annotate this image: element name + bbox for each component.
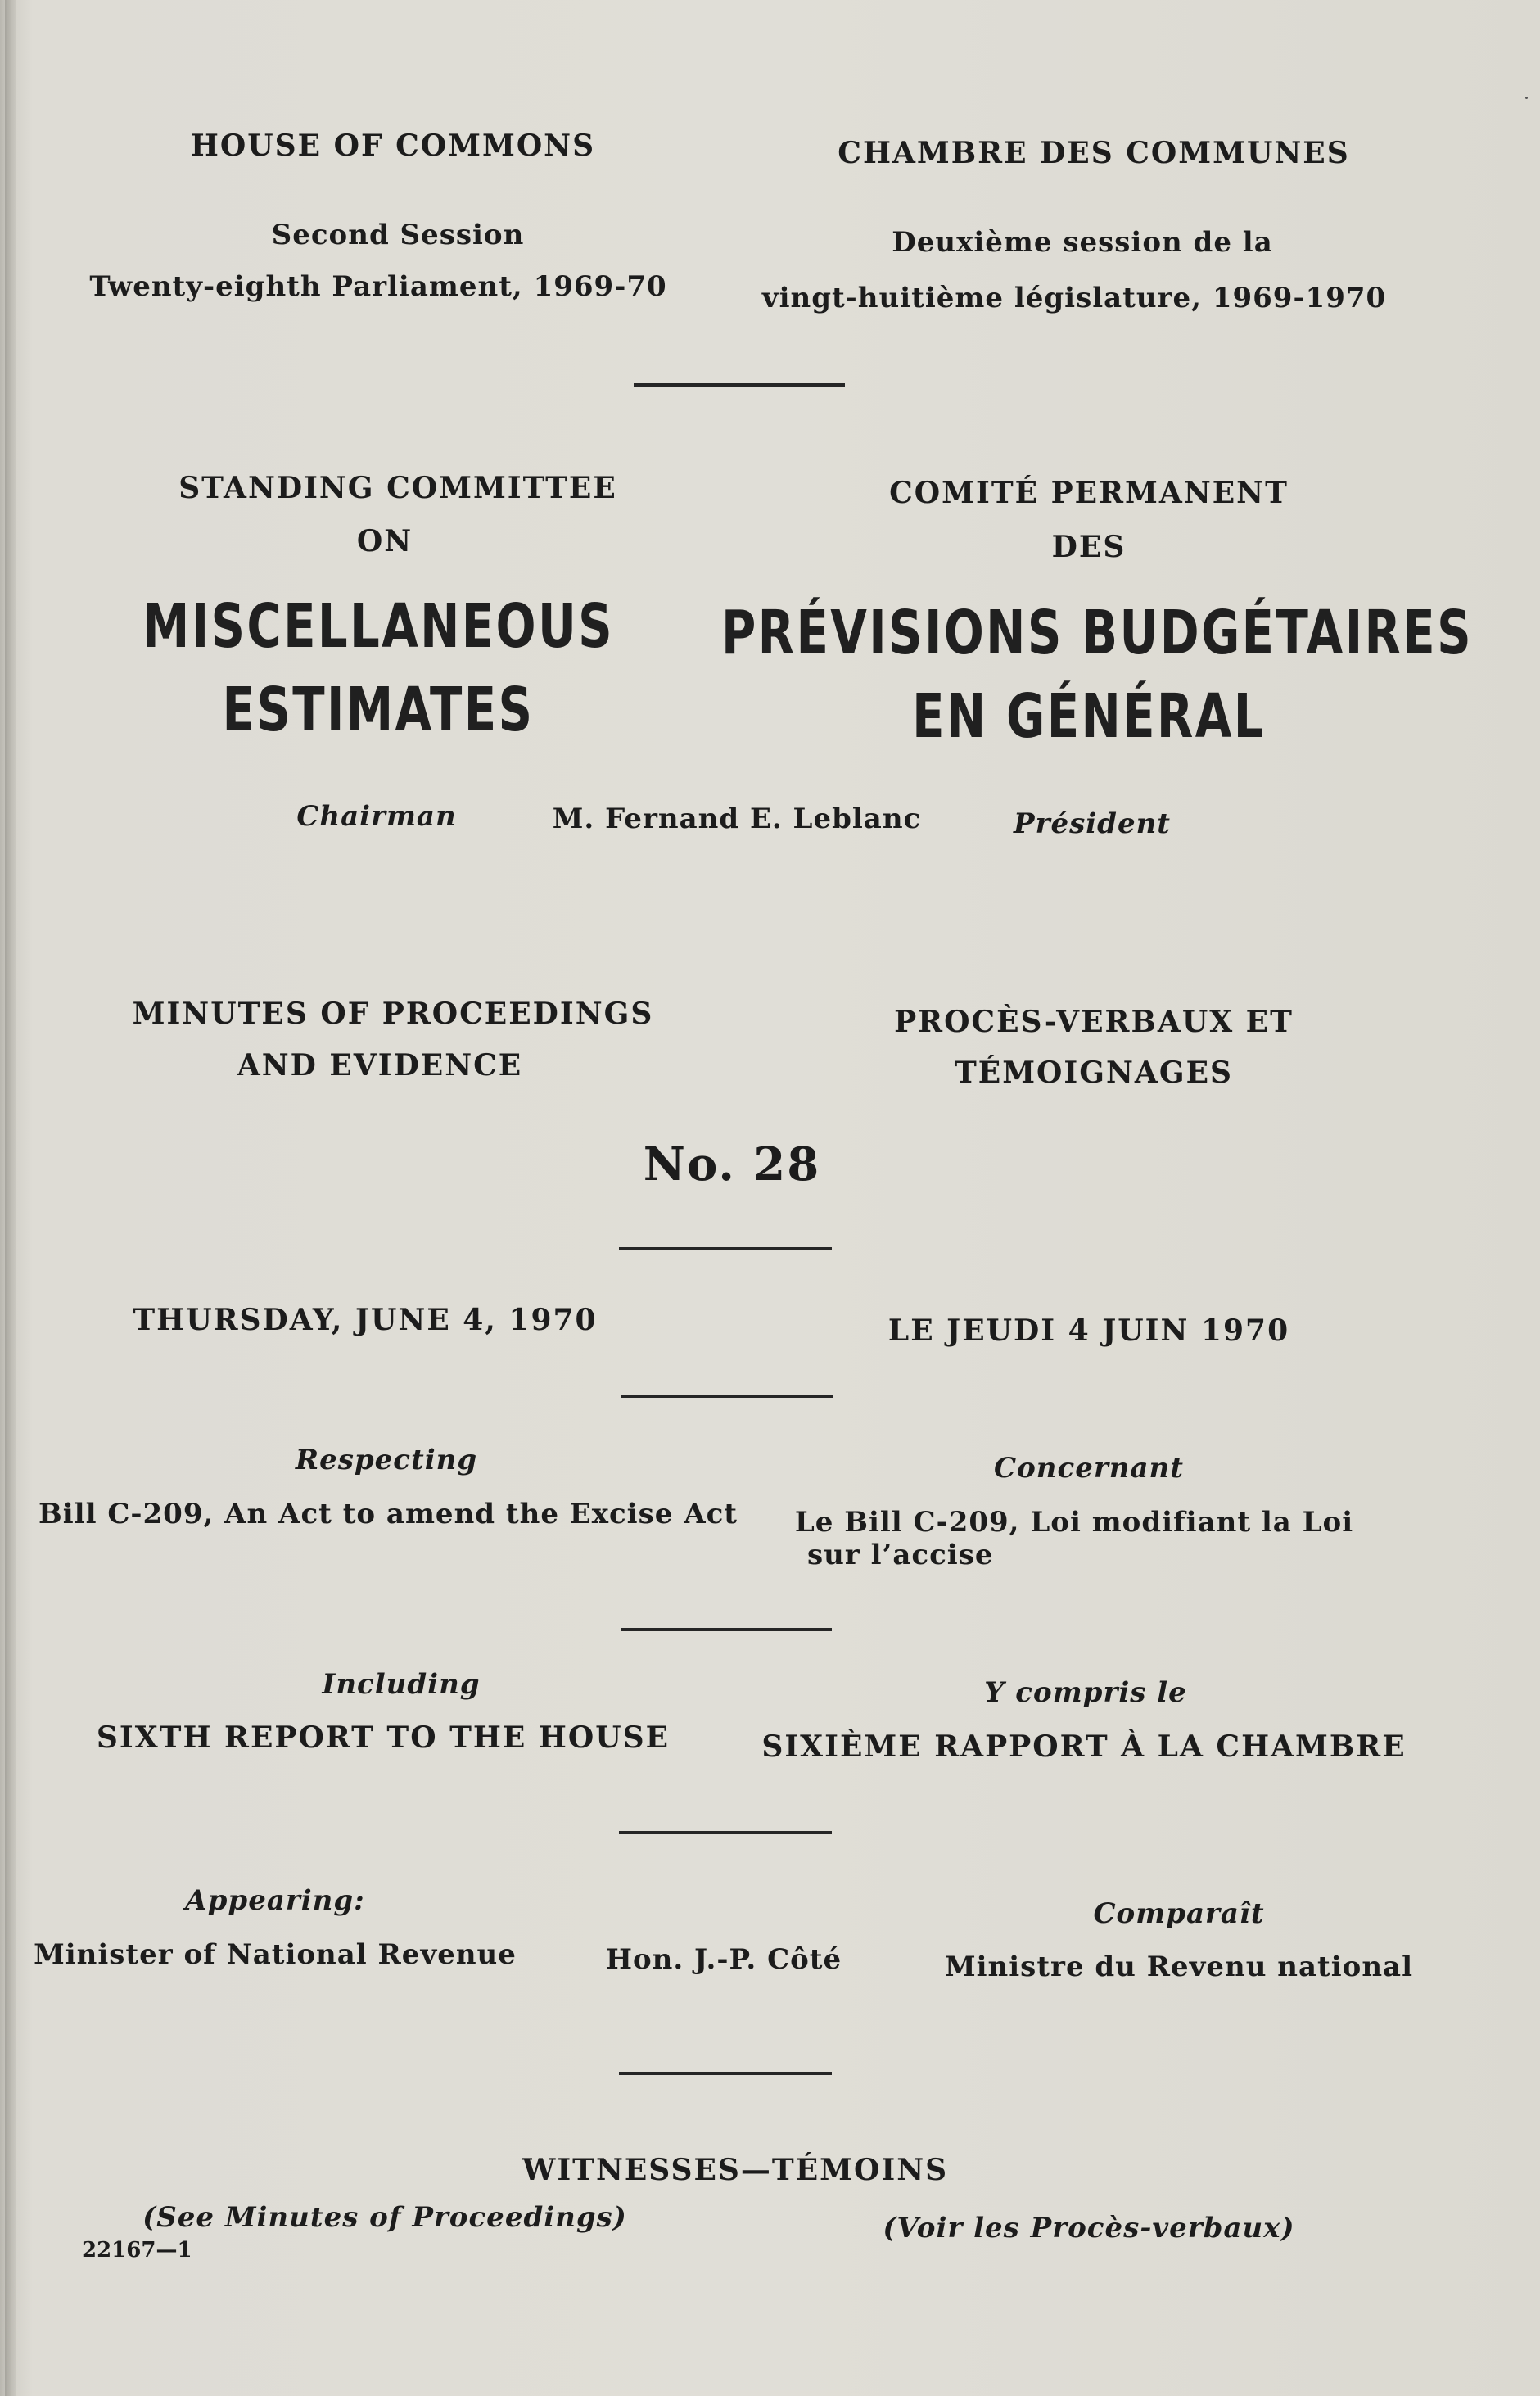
divider-rule: [619, 2072, 832, 2075]
divider-rule: [619, 1831, 832, 1834]
committee-name-en-line2: ESTIMATES: [222, 675, 535, 745]
chairman-name: M. Fernand E. Leblanc: [552, 802, 922, 835]
on-en: ON: [356, 524, 413, 558]
sixth-report-fr: SIXIÈME RAPPORT À LA CHAMBRE: [761, 1729, 1407, 1764]
comparait-label: Comparaît: [1093, 1897, 1265, 1930]
bill-title-fr-line2: sur l’accise: [807, 1539, 994, 1571]
concernant-label: Concernant: [994, 1452, 1184, 1485]
standing-committee-en: STANDING COMMITTEE: [178, 471, 617, 505]
date-fr: LE JEUDI 4 JUIN 1970: [887, 1313, 1290, 1348]
including-label: Including: [322, 1668, 481, 1701]
minutes-line1-fr: PROCÈS-VERBAUX ET: [894, 1005, 1294, 1039]
divider-rule: [621, 1395, 833, 1398]
respecting-label: Respecting: [295, 1444, 478, 1476]
committee-name-en-line1: MISCELLANEOUS: [142, 591, 615, 662]
witnesses-note-en: (See Minutes of Proceedings): [142, 2201, 627, 2234]
bill-title-en: Bill C-209, An Act to amend the Excise Act: [38, 1498, 738, 1530]
print-code: 22167—1: [82, 2238, 192, 2263]
minutes-line2-fr: TÉMOIGNAGES: [954, 1056, 1234, 1090]
chairman-label: Chairman: [296, 800, 457, 833]
appearing-label: Appearing:: [185, 1884, 365, 1917]
minister-role-fr: Ministre du Revenu national: [944, 1951, 1414, 1983]
session-en: Second Session: [271, 219, 525, 251]
house-title-en: HOUSE OF COMMONS: [190, 129, 596, 163]
minister-role-en: Minister of National Revenue: [34, 1938, 517, 1971]
bill-title-fr-line1: Le Bill C-209, Loi modifiant la Loi: [794, 1506, 1354, 1539]
president-label: Président: [1014, 807, 1171, 840]
session-fr: Deuxième session de la: [892, 226, 1273, 259]
parliament-en: Twenty-eighth Parliament, 1969-70: [89, 270, 667, 303]
minister-name: Hon. J.-P. Côté: [605, 1943, 842, 1976]
divider-rule: [621, 1628, 832, 1631]
witnesses-heading: WITNESSES—TÉMOINS: [522, 2153, 949, 2187]
sixth-report-en: SIXTH REPORT TO THE HOUSE: [96, 1720, 671, 1755]
y-compris-label: Y compris le: [984, 1676, 1187, 1709]
witnesses-note-fr: (Voir les Procès-verbaux): [883, 2212, 1295, 2245]
committee-name-fr-line1: PRÉVISIONS BUDGÉTAIRES: [721, 598, 1473, 668]
house-title-fr: CHAMBRE DES COMMUNES: [838, 136, 1350, 170]
divider-rule: [634, 383, 845, 387]
des-fr: DES: [1051, 530, 1127, 564]
issue-number: No. 28: [643, 1137, 821, 1191]
page-binding-edge: [5, 0, 16, 2396]
divider-rule: [619, 1247, 832, 1250]
minutes-line2-en: AND EVIDENCE: [237, 1048, 523, 1083]
page-speck: [1525, 97, 1528, 99]
parliament-fr: vingt-huitième législature, 1969-1970: [761, 282, 1387, 314]
standing-committee-fr: COMITÉ PERMANENT: [889, 476, 1289, 510]
date-en: THURSDAY, JUNE 4, 1970: [133, 1303, 598, 1337]
committee-name-fr-line2: EN GÉNÉRAL: [912, 681, 1266, 752]
minutes-line1-en: MINUTES OF PROCEEDINGS: [132, 997, 654, 1031]
